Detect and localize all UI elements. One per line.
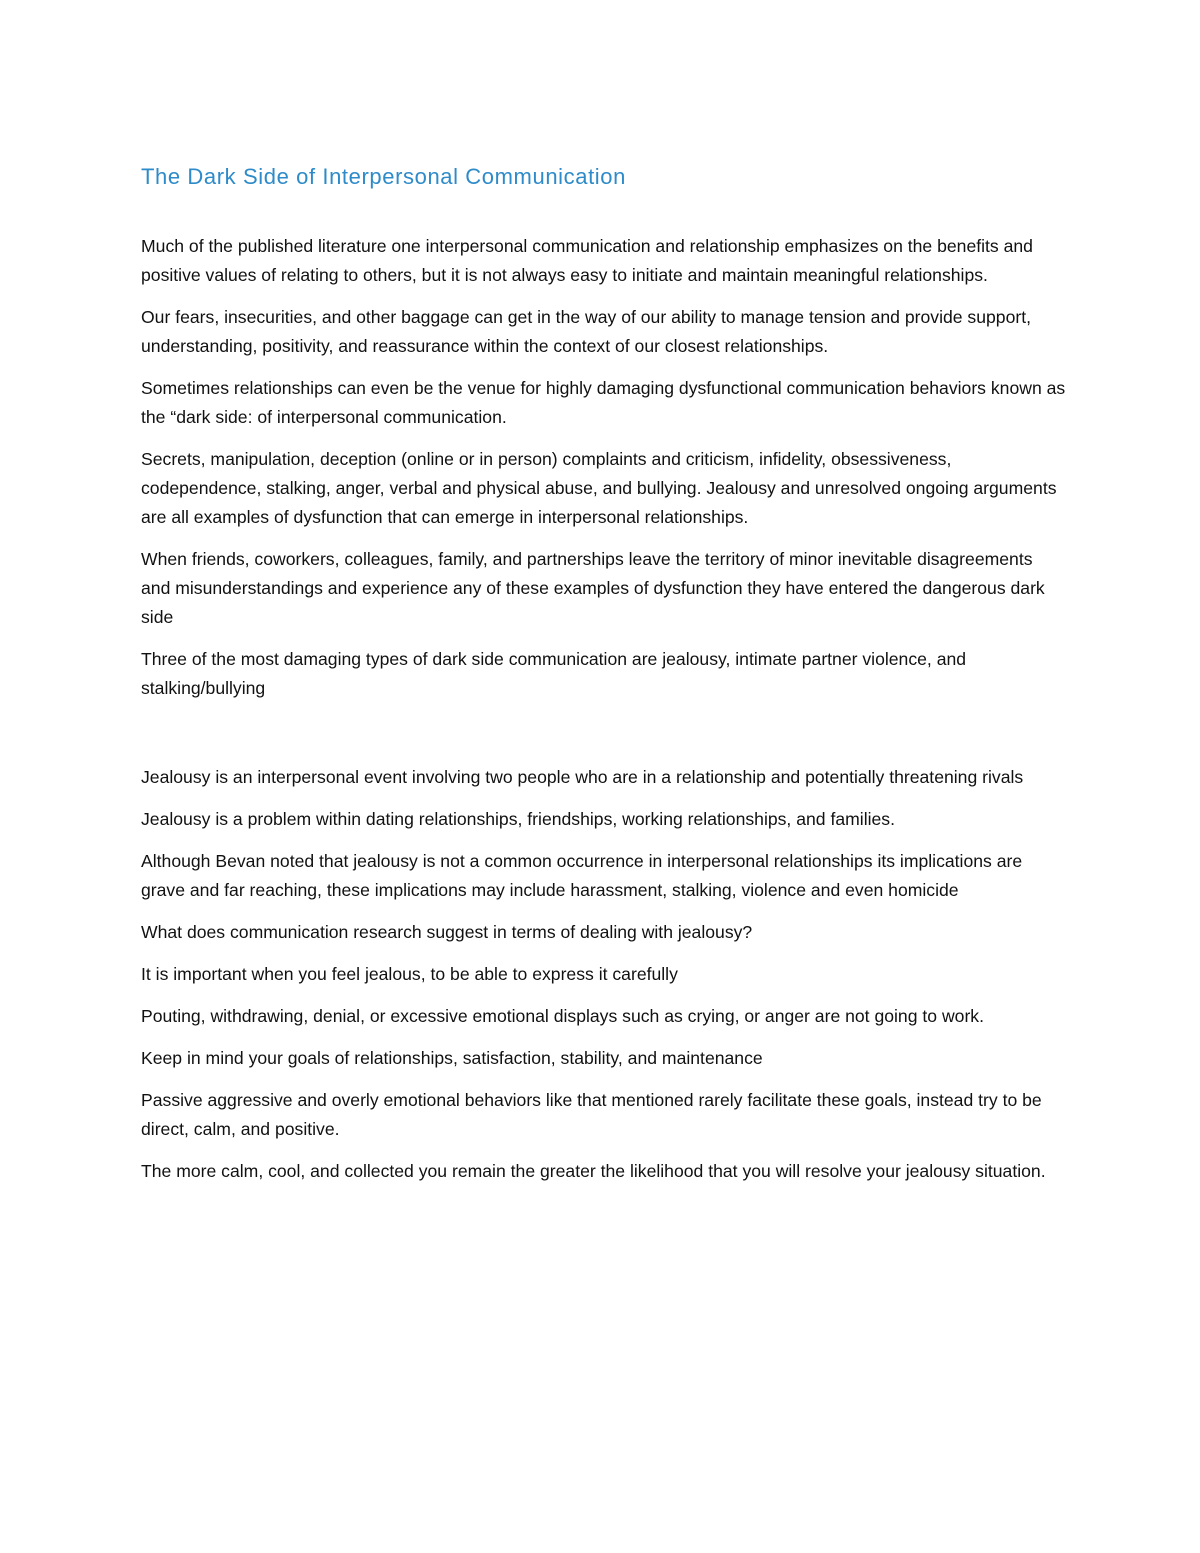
- paragraph: It is important when you feel jealous, to be able to express it carefully: [141, 964, 678, 984]
- paragraph: Although Bevan noted that jealousy is not a common occurrence in interpersonal relationships its implications are grave and far reaching, these implications may include harassment, stalking, violence and even homicide: [141, 851, 1023, 900]
- paragraph: What does communication research suggest in terms of dealing with jealousy?: [141, 922, 753, 942]
- document-title: The Dark Side of Interpersonal Communication: [141, 164, 626, 189]
- paragraph: Sometimes relationships can even be the venue for highly damaging dysfunctional communication behaviors known as the “dark side: of interpersonal communication.: [141, 378, 1066, 427]
- paragraph: Jealousy is an interpersonal event involving two people who are in a relationship and potentially threatening rivals: [141, 767, 1024, 787]
- paragraph: The more calm, cool, and collected you remain the greater the likelihood that you will resolve your jealousy situation.: [141, 1161, 1046, 1181]
- paragraph: Jealousy is a problem within dating relationships, friendships, working relationships, and families.: [141, 809, 895, 829]
- blank-line: [141, 716, 1066, 763]
- paragraph: When friends, coworkers, colleagues, family, and partnerships leave the territory of minor inevitable disagreements and misunderstandings and experience any of these examples of dysfunction they have entered the dangerous dark side: [141, 549, 1045, 627]
- paragraph: Passive aggressive and overly emotional behaviors like that mentioned rarely facilitate these goals, instead try to be direct, calm, and positive.: [141, 1090, 1042, 1139]
- paragraph: Our fears, insecurities, and other baggage can get in the way of our ability to manage tension and provide support, understanding, positivity, and reassurance within the context of our closest relationships.: [141, 307, 1032, 356]
- paragraph: Much of the published literature one interpersonal communication and relationship emphasizes on the benefits and positive values of relating to others, but it is not always easy to initiate and maintain meaningful relationships.: [141, 236, 1033, 285]
- paragraph: Pouting, withdrawing, denial, or excessive emotional displays such as crying, or anger are not going to work.: [141, 1006, 984, 1026]
- paragraph: Three of the most damaging types of dark side communication are jealousy, intimate partner violence, and stalking/bullying: [141, 649, 967, 698]
- document-body: [141, 162, 1066, 1199]
- paragraph: Secrets, manipulation, deception (online or in person) complaints and criticism, infidelity, obsessiveness, codependence, stalking, anger, verbal and physical abuse, and bullying. Jealousy and unresolved ongoing arguments are all examples of dysfunction that can emerge in interpersonal relationships.: [141, 449, 1057, 527]
- paragraph: Keep in mind your goals of relationships, satisfaction, stability, and maintenance: [141, 1048, 763, 1068]
